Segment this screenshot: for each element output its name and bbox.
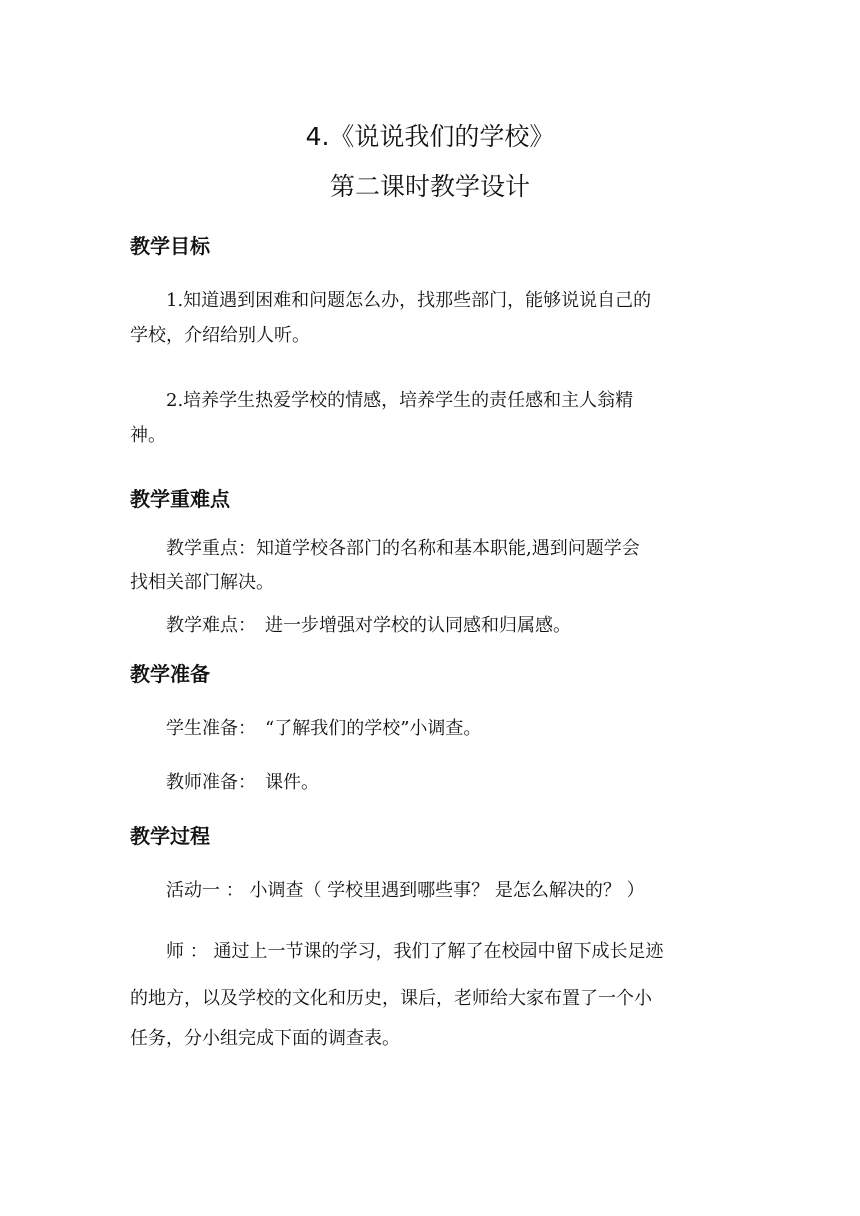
preparation-teacher: 教师准备： 课件。 [166, 772, 319, 793]
process-activity-1: 活动一 ： 小调查（ 学校里遇到哪些事？ 是怎么解决的？ ） [166, 880, 645, 901]
section-heading-key-points: 教学重难点 [130, 487, 230, 511]
section-heading-process: 教学过程 [130, 824, 210, 848]
document-title: 4.《说说我们的学校》 [305, 122, 555, 151]
process-teacher-line-3: 任务，分小组完成下面的调查表。 [130, 1028, 400, 1049]
key-focus-line-2: 找相关部门解决。 [130, 572, 274, 593]
preparation-student: 学生准备： “了解我们的学校”小调查。 [166, 718, 482, 739]
goal-item-1-line-2: 学校，介绍给别人听。 [130, 325, 310, 346]
process-teacher-line-1: 师 ： 通过上一节课的学习，我们了解了在校园中留下成长足迹 [166, 941, 664, 962]
document-subtitle: 第二课时教学设计 [329, 172, 530, 201]
process-teacher-line-2: 的地方，以及学校的文化和历史，课后，老师给大家布置了一个小 [130, 988, 652, 1009]
goal-item-2-line-2: 神。 [130, 425, 166, 446]
goal-item-2-line-1: 2.培养学生热爱学校的情感，培养学生的责任感和主人翁精 [166, 390, 634, 411]
key-focus-line-1: 教学重点：知道学校各部门的名称和基本职能,遇到问题学会 [166, 538, 640, 559]
section-heading-goals: 教学目标 [130, 234, 210, 258]
section-heading-preparation: 教学准备 [130, 662, 210, 686]
key-difficulty: 教学难点： 进一步增强对学校的认同感和归属感。 [166, 615, 571, 636]
goal-item-1-line-1: 1.知道遇到困难和问题怎么办，找那些部门，能够说说自己的 [166, 290, 652, 311]
